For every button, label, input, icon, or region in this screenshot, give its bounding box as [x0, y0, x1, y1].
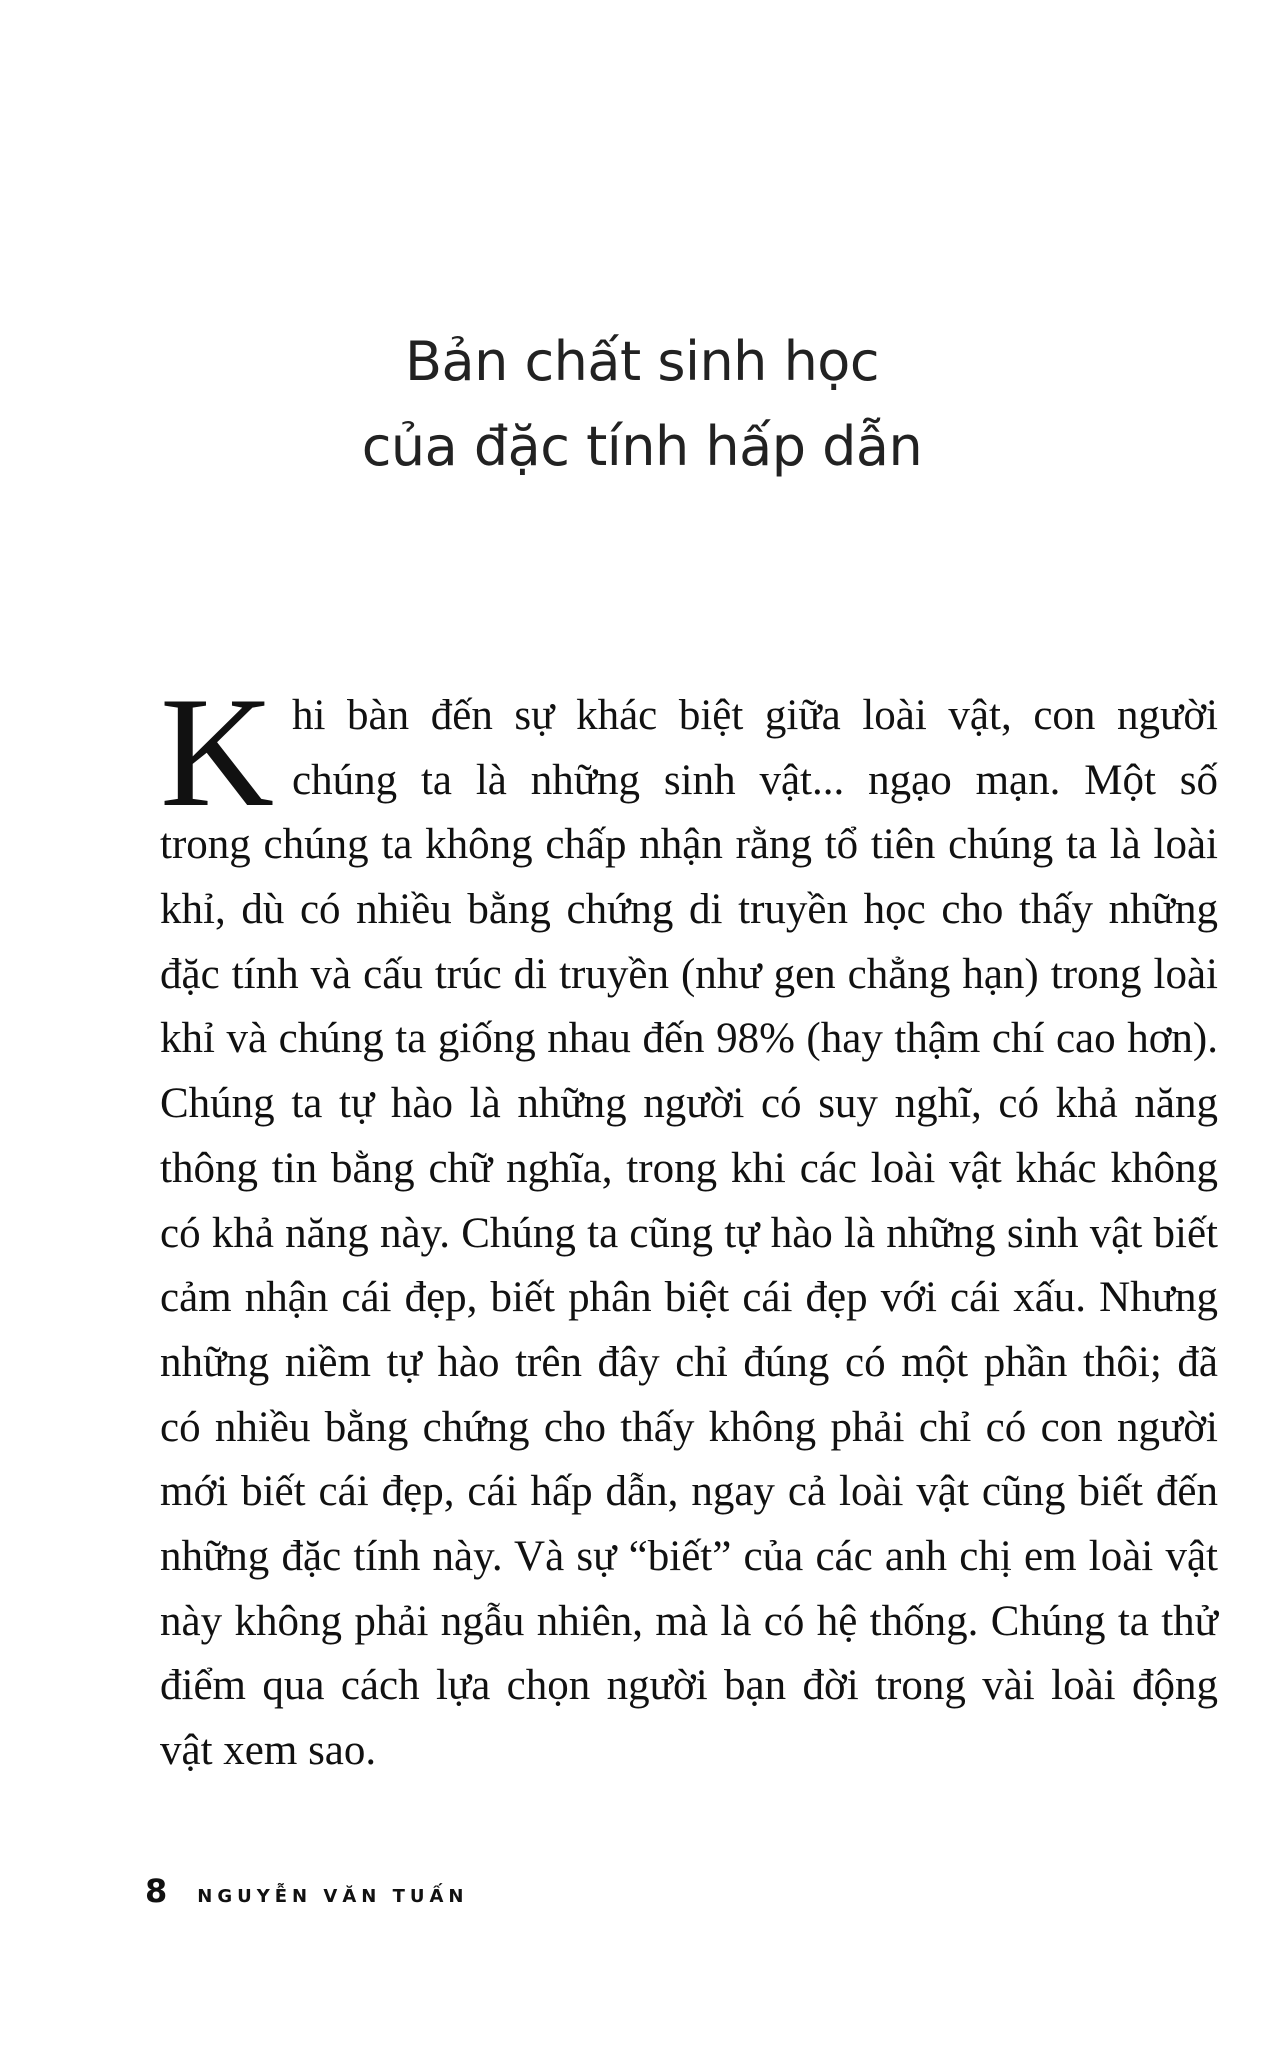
paragraph-line: có khả năng này. Chúng ta cũng tự hào là những sinh vật biết — [160, 1209, 1218, 1257]
drop-cap: K — [160, 665, 275, 840]
paragraph-line: những niềm tự hào trên đây chỉ đúng có một phần thôi; đã — [160, 1338, 1218, 1386]
body-paragraph — [160, 665, 1218, 1784]
paragraph-line: hi bàn đến sự khác biệt giữa loài vật, con người — [292, 692, 1218, 739]
paragraph-line: cảm nhận cái đẹp, biết phân biệt cái đẹp với cái xấu. Nhưng — [160, 1274, 1218, 1322]
paragraph-line: điểm qua cách lựa chọn người bạn đời trong vài loài động — [160, 1662, 1218, 1710]
paragraph-line: vật xem sao. — [160, 1727, 377, 1774]
page-footer — [145, 1872, 468, 1910]
chapter-title-line-2: của đặc tính hấp dẫn — [361, 415, 923, 478]
paragraph-line: đặc tính và cấu trúc di truyền (như gen chẳng hạn) trong loài — [160, 950, 1218, 998]
paragraph-line: khỉ, dù có nhiều bằng chứng di truyền học cho thấy những — [160, 886, 1218, 934]
paragraph-line: trong chúng ta không chấp nhận rằng tổ tiên chúng ta là loài — [160, 821, 1218, 869]
paragraph-line: có nhiều bằng chứng cho thấy không phải chỉ có con người — [160, 1403, 1218, 1451]
paragraph-line: chúng ta là những sinh vật... ngạo mạn. Một số — [292, 756, 1218, 804]
chapter-title-line-1: Bản chất sinh học — [404, 330, 880, 393]
paragraph-line: khỉ và chúng ta giống nhau đến 98% (hay thậm chí cao hơn). — [160, 1015, 1218, 1063]
paragraph-line: những đặc tính này. Và sự “biết” của các anh chị em loài vật — [160, 1532, 1218, 1580]
paragraph-line: mới biết cái đẹp, cái hấp dẫn, ngay cả loài vật cũng biết đến — [160, 1468, 1218, 1516]
paragraph-line: này không phải ngẫu nhiên, mà là có hệ thống. Chúng ta thử — [160, 1597, 1218, 1645]
paragraph-line: thông tin bằng chữ nghĩa, trong khi các loài vật khác không — [160, 1144, 1218, 1192]
paragraph-line: Chúng ta tự hào là những người có suy nghĩ, có khả năng — [160, 1080, 1218, 1128]
author-name: NGUYỄN VĂN TUẤN — [197, 1886, 469, 1907]
page-number: 8 — [145, 1872, 168, 1910]
